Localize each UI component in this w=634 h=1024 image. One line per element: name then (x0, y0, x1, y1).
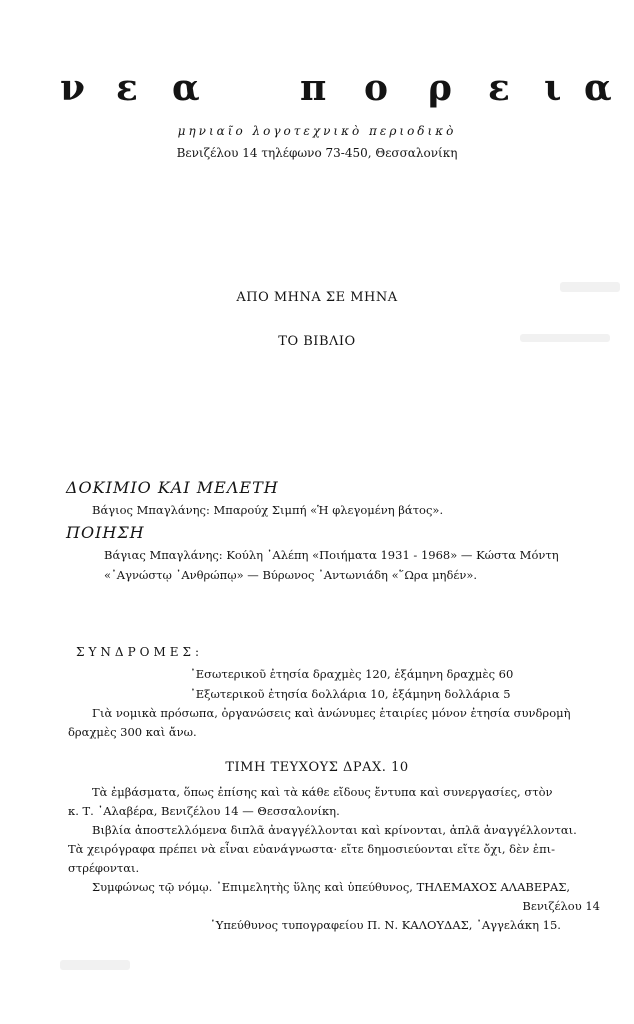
manuscripts-line1: Τὰ χειρόγραφα πρέπει νὰ εἶναι εὐανάγνωστα· εἴτε δημοσιεύονται εἴτε ὄχι, δὲν ἐπι- (68, 842, 556, 856)
heading-book: ΤΟ ΒΙΒΛΙΟ (278, 334, 356, 349)
manuscripts-line2: στρέφονται. (68, 861, 140, 875)
poetry-entry-line1: Βάγιας Μπαγλάνης: Κούλη ᾿Αλέπη «Ποιήματα 1931 - 1968» — Κώστα Μόντη (104, 548, 559, 562)
masthead-letter: ι (544, 67, 562, 109)
remittance-line2: κ. Τ. ᾿Αλαβέρα, Βενιζέλου 14 — Θεσσαλονίκη. (68, 804, 340, 818)
masthead-letter: ν (60, 67, 85, 109)
masthead-address: Βενιζέλου 14 τηλέφωνο 73-450, Θεσσαλονίκη (176, 146, 458, 160)
masthead-letter: ε (488, 67, 510, 109)
essay-entry: Βάγιος Μπαγλάνης: Μπαρούχ Σιμπή «Ἡ φλεγομένη βάτος». (92, 503, 444, 517)
masthead-letter: ρ (428, 67, 452, 109)
masthead-letter: π (300, 67, 327, 109)
masthead-letter: ε (116, 67, 138, 109)
editor-line1: Συμφώνως τῷ νόμῳ. ᾿Επιμελητὴς ὕλης καὶ ὑπεύθυνος, ΤΗΛΕΜΑΧΟΣ ΑΛΑΒΕΡΑΣ, (92, 880, 571, 894)
show-through-smudge (60, 960, 130, 970)
heading-month: ΑΠΟ ΜΗΝΑ ΣΕ ΜΗΝΑ (236, 290, 398, 305)
masthead-letter: ο (364, 67, 389, 109)
masthead-letter: α (584, 67, 612, 109)
poetry-title: ΠΟΙΗΣΗ (66, 523, 145, 542)
poetry-entry-line2: «᾿Αγνώστῳ ᾿Ανθρώπῳ» — Βύρωνος ᾿Αντωνιάδη «῞Ωρα μηδέν». (104, 568, 478, 582)
books-notice: Βιβλία ἀποστελλόμενα διπλᾶ ἀναγγέλλονται καὶ κρίνονται, ἁπλᾶ ἀναγγέλλονται. (92, 823, 577, 837)
editor-line2: Βενιζέλου 14 (522, 899, 600, 913)
subscription-foreign: ᾿Εξωτερικοῦ ἐτησία δολλάρια 10, ἑξάμηνη δολλάρια 5 (190, 687, 511, 701)
printer-line: ῾Υπεύθυνος τυπογραφείου Π. Ν. ΚΑΛΟΥΔΑΣ, ᾿Αγγελάκη 15. (210, 918, 561, 932)
essay-title: ΔΟΚΙΜΙΟ ΚΑΙ ΜΕΛΕΤΗ (66, 478, 279, 497)
subscription-legal-line1: Γιὰ νομικὰ πρόσωπα, ὀργανώσεις καὶ ἀνώνυμες ἑταιρίες μόνον ἐτησία συνδρομὴ (92, 706, 571, 720)
remittance-line1: Τὰ ἐμβάσματα, ὅπως ἐπίσης καὶ τὰ κάθε εἴδους ἔντυπα καὶ συνεργασίες, στὸν (92, 785, 553, 799)
masthead-letter: α (172, 67, 200, 109)
subscriptions-label: ΣΥΝΔΡΟΜΕΣ: (76, 645, 204, 659)
masthead-title (60, 67, 612, 112)
subscription-legal-line2: δραχμὲς 300 καὶ ἄνω. (68, 725, 197, 739)
masthead-subtitle: μηνιαῖο λογοτεχνικὸ περιοδικὸ (177, 124, 457, 138)
subscription-domestic: ᾿Εσωτερικοῦ ἐτησία δραχμὲς 120, ἑξάμηνη δραχμὲς 60 (190, 667, 514, 681)
issue-price-title: ΤΙΜΗ ΤΕΥΧΟΥΣ ΔΡΑΧ. 10 (225, 760, 409, 775)
